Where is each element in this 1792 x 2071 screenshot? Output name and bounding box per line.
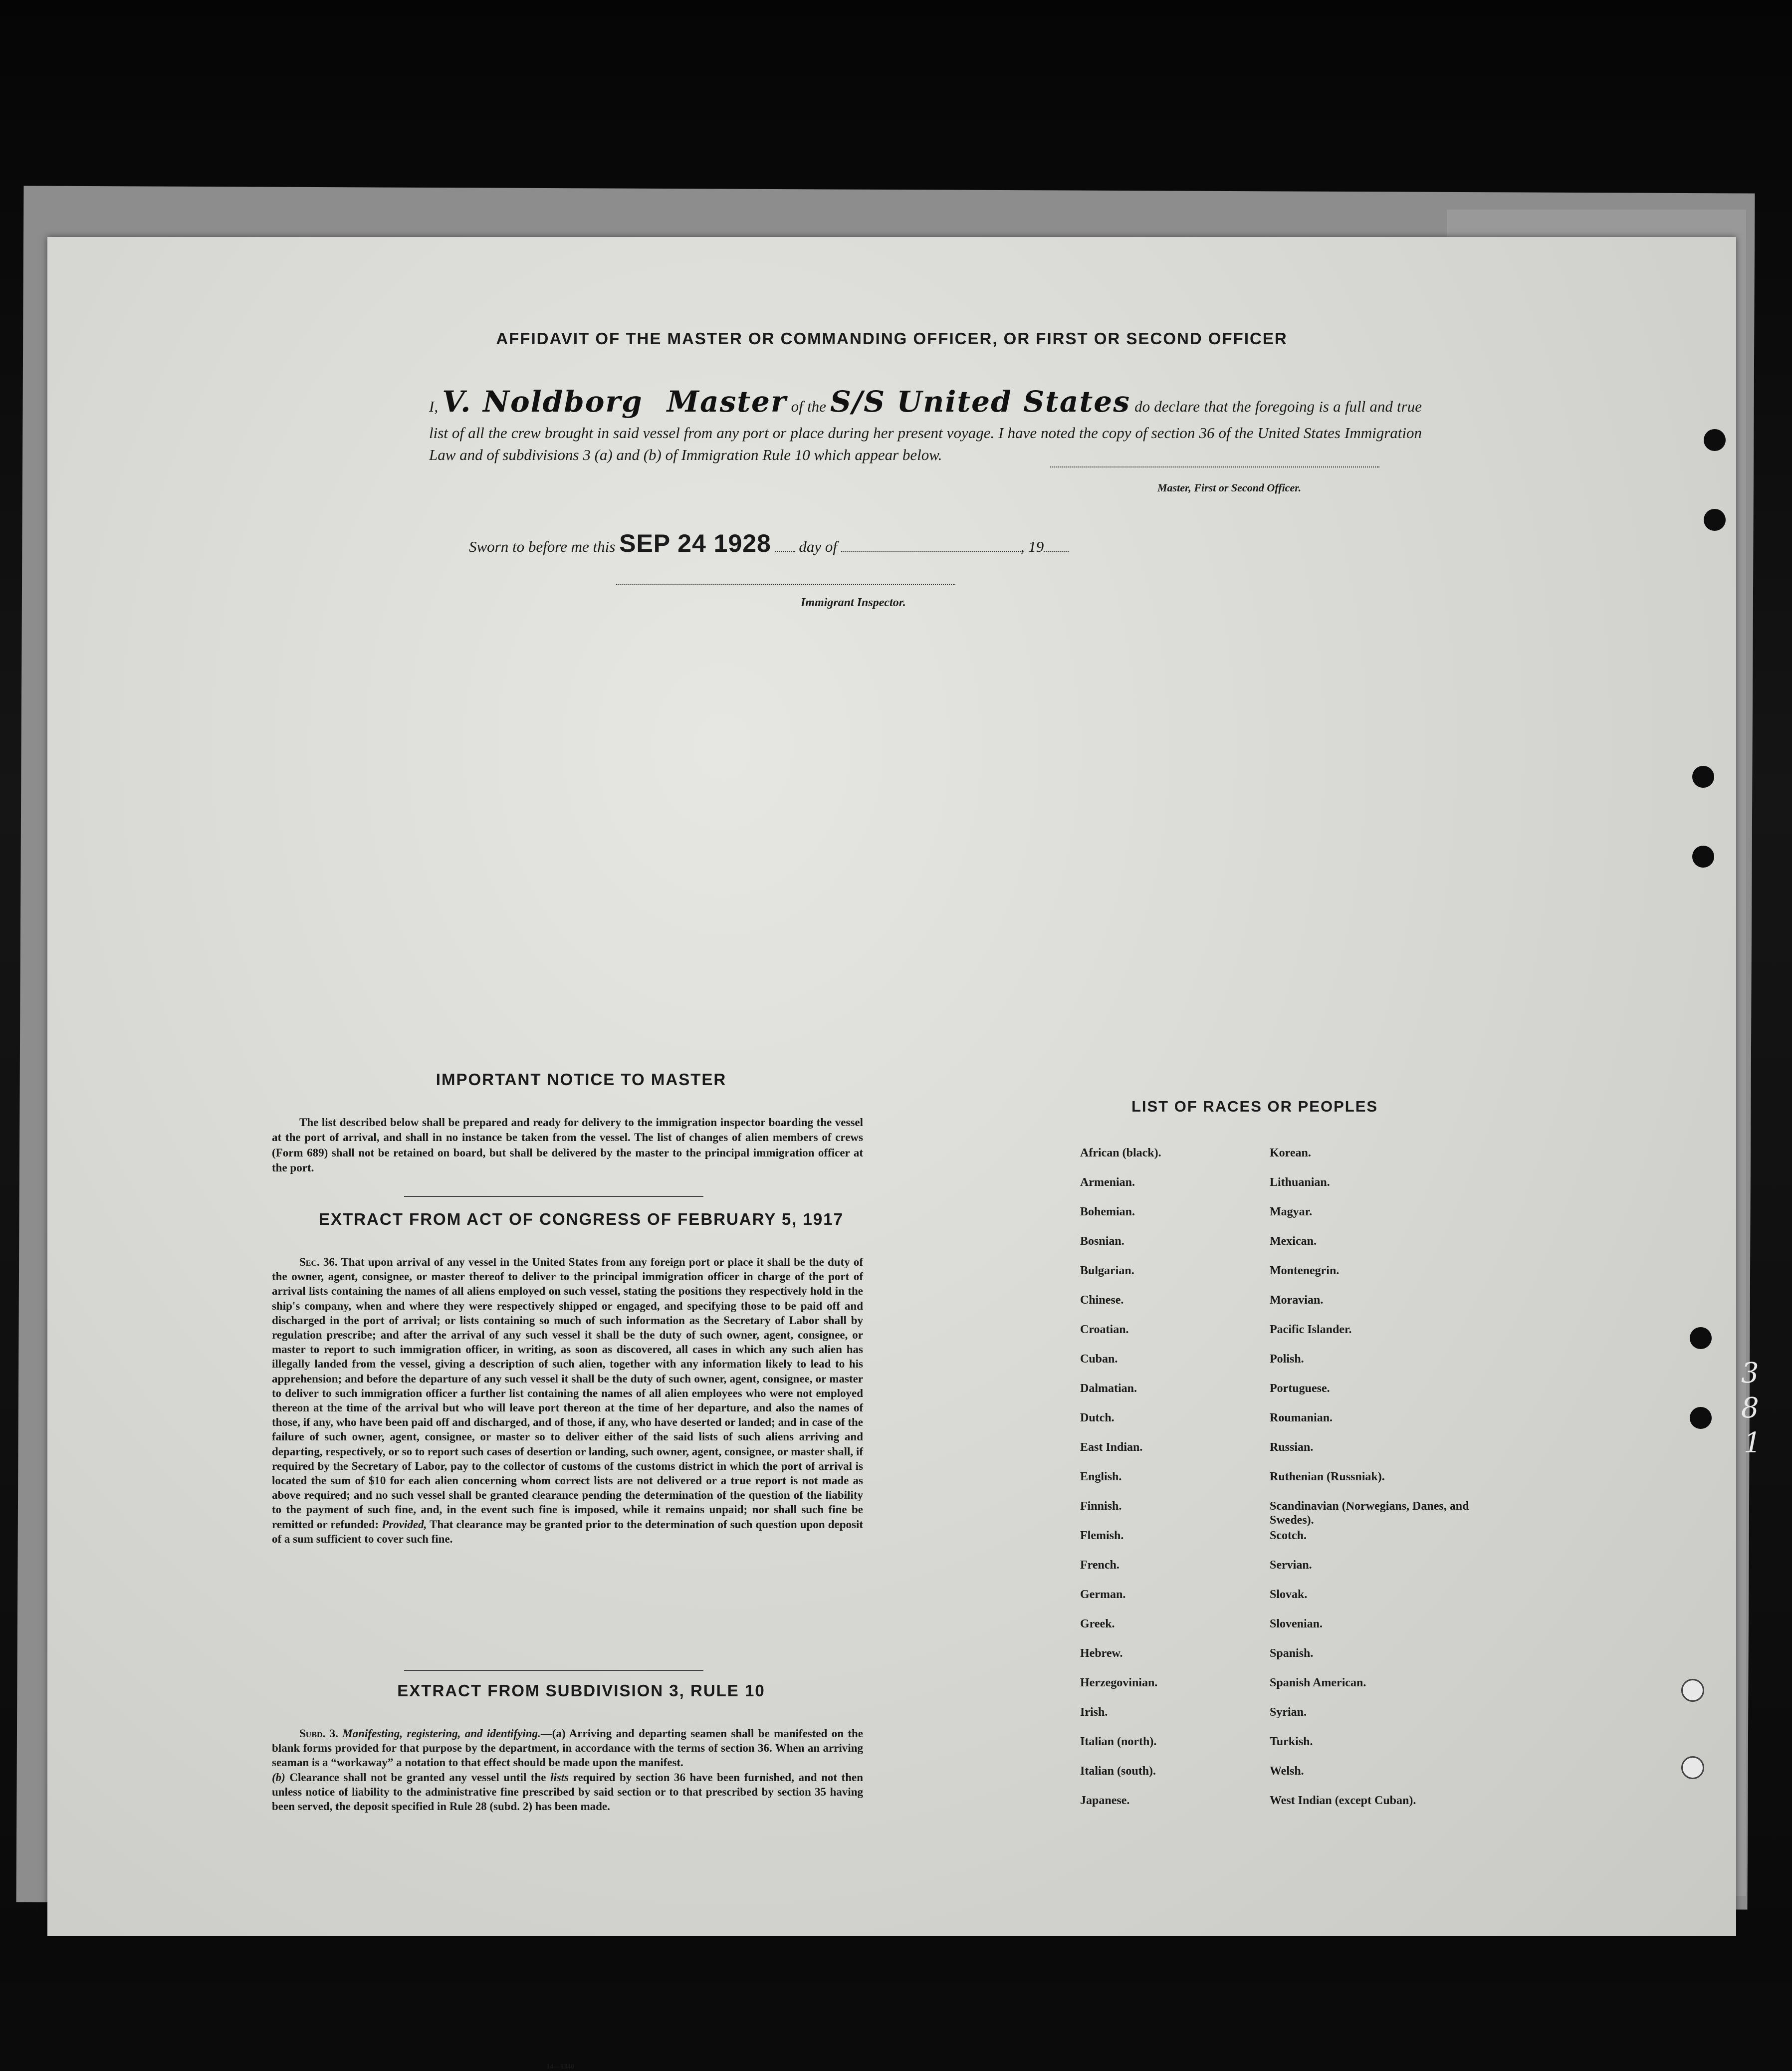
blank-line	[1044, 551, 1069, 552]
race-item: Armenian.	[1080, 1176, 1135, 1189]
document-page	[47, 237, 1736, 2071]
signature-caption: Master, First or Second Officer.	[1157, 481, 1302, 494]
race-item: Chinese.	[1080, 1294, 1124, 1307]
race-item: Flemish.	[1080, 1529, 1124, 1542]
race-item: Croatian.	[1080, 1323, 1129, 1336]
act-extract-text	[272, 1255, 863, 1546]
notice-title: IMPORTANT NOTICE TO MASTER	[436, 1070, 727, 1089]
race-item: Syrian.	[1270, 1706, 1307, 1719]
sworn-day-of: day of	[799, 538, 837, 555]
date-stamp: SEP 24 1928	[619, 529, 771, 557]
race-item: Magyar.	[1270, 1205, 1313, 1218]
blank-line	[841, 551, 1021, 552]
race-item: Hebrew.	[1080, 1647, 1123, 1660]
sworn-year: , 19	[1020, 538, 1044, 555]
blank-line	[775, 551, 795, 552]
race-item: Bulgarian.	[1080, 1264, 1134, 1277]
sworn-prefix: Sworn to before me this	[469, 538, 616, 555]
race-item: Turkish.	[1270, 1735, 1313, 1748]
race-item: English.	[1080, 1470, 1122, 1483]
race-item: Moravian.	[1270, 1294, 1324, 1307]
race-item: Portuguese.	[1270, 1382, 1330, 1395]
punch-hole	[1681, 1679, 1704, 1702]
margin-handwritten-mark: 8	[1741, 1392, 1759, 1424]
race-item: Dalmatian.	[1080, 1382, 1137, 1395]
master-name-handwritten: V. Noldborg	[442, 385, 643, 419]
master-title-handwritten: Master	[667, 385, 787, 419]
race-item: Cuban.	[1080, 1353, 1118, 1366]
punch-hole	[1690, 1407, 1712, 1429]
race-item: Herzegovinian.	[1080, 1676, 1158, 1689]
inspector-signature-line	[616, 584, 955, 585]
race-item: Slovenian.	[1270, 1617, 1323, 1630]
race-item: Roumanian.	[1270, 1411, 1333, 1424]
section-text: That upon arrival of any vessel in the United States from any foreign port or place it shall be the duty of the owner, agent, consignee, or master thereof to deliver to the principal immigration officer in charge of the port of arrival lists containing the names of all aliens employed on such vessel, stating the positions they respectively hold in the ship's company, when and where they were respectively shipped or engaged, and specifying those to be paid off and discharged in the port of arrival; or lists containing so much of such information as the Secretary of Labor shall by regulation prescribe; and after the arrival of any such vessel it shall be the duty of such owner, agent, consignee, or master to report to such immigration officer, in writing, as soon as discovered, all cases in which any such alien has illegally landed from the vessel, giving a description of such alien, together with any information likely to lead to his apprehension; and before the departure of any such vessel it shall be the duty of such owner, agent, consignee, or master to deliver to such immigration officer a further list containing the names of all alien employees who were not employed thereon at the time of the arrival but who will leave port thereon at the time of her departure, and also the names of those, if any, who have been paid off and discharged, and of those, if any, who have deserted or landed; and in case of the failure of such owner, agent, consignee, or master so to deliver either of the said lists of such aliens arriving and departing, respectively, or so to report such cases of desertion or landing, such owner, agent, consignee, or master shall, if required by the Secretary of Labor, pay to the collector of customs of the customs district in which the port of arrival is located the sum of $10 for each alien concerning whom correct lists are not delivered or a true report is not made as above required; and no such vessel shall be granted clearance pending the determination of the question of the liability to the payment of such fine, and, in the event such fine is imposed, while it remains unpaid; nor shall such fine be remitted or refunded:	[272, 1256, 863, 1531]
race-item: Pacific Islander.	[1270, 1323, 1352, 1336]
punch-hole	[1692, 846, 1714, 868]
divider	[404, 1670, 703, 1671]
race-item: Montenegrin.	[1270, 1264, 1340, 1277]
race-item: Italian (south).	[1080, 1765, 1156, 1778]
race-item: Bohemian.	[1080, 1205, 1135, 1218]
inspector-caption: Immigrant Inspector.	[801, 596, 906, 609]
rule-extract-text	[272, 1726, 863, 1814]
race-item: Irish.	[1080, 1706, 1108, 1719]
race-item: Spanish American.	[1270, 1676, 1366, 1689]
race-item: Servian.	[1270, 1559, 1312, 1572]
race-item: Lithuanian.	[1270, 1176, 1330, 1189]
signature-line	[1050, 466, 1379, 467]
subdivision-part-a: —(a) Arriving and departing seamen shall be manifested on the blank forms provided for that purpose by the department, in accordance with the terms of section 36. When an arriving seaman is a “workaway” a notation to that effect should be made upon the manifest.	[272, 1727, 864, 1769]
section-label: Sec. 36.	[299, 1256, 338, 1268]
subdivision-heading: Manifesting, registering, and identifying.	[342, 1727, 541, 1740]
race-item: Scotch.	[1270, 1529, 1307, 1542]
races-list-left	[1080, 1146, 1245, 1823]
divider	[404, 1196, 703, 1197]
rule-extract-title: EXTRACT FROM SUBDIVISION 3, RULE 10	[397, 1681, 765, 1700]
race-item: Japanese.	[1080, 1794, 1130, 1807]
race-item: East Indian.	[1080, 1441, 1143, 1454]
races-title: LIST OF RACES OR PEOPLES	[1131, 1098, 1378, 1115]
subdivision-label: Subd. 3.	[299, 1727, 338, 1740]
punch-hole	[1704, 509, 1726, 531]
race-item: Greek.	[1080, 1617, 1115, 1630]
race-item: German.	[1080, 1588, 1126, 1601]
do-declare-label: do declare	[1134, 398, 1200, 415]
punch-hole	[1681, 1756, 1704, 1779]
punch-hole	[1704, 429, 1726, 451]
race-item: Spanish.	[1270, 1647, 1314, 1660]
notice-text: The list described below shall be prepared and ready for delivery to the immigration inspector boarding the vessel at the port of arrival, and shall in no instance be taken from the vessel. The list of changes of alien members of crews (Form 689) shall not be retained on board, but shall be delivered by the master to the principal immigration officer at the port.	[272, 1116, 863, 1174]
race-item: Mexican.	[1270, 1235, 1317, 1248]
race-item: Slovak.	[1270, 1588, 1308, 1601]
of-the-label: of the	[791, 398, 826, 415]
act-extract-title: EXTRACT FROM ACT OF CONGRESS OF FEBRUARY 5, 1917	[319, 1210, 844, 1228]
race-item: Finnish.	[1080, 1500, 1122, 1513]
race-item: West Indian (except Cuban).	[1270, 1794, 1416, 1807]
race-item: Korean.	[1270, 1147, 1311, 1159]
race-item: Welsh.	[1270, 1765, 1304, 1778]
vessel-name-handwritten: S/S United States	[830, 385, 1130, 419]
margin-handwritten-mark: 1	[1744, 1427, 1762, 1459]
race-item: Russian.	[1270, 1441, 1314, 1454]
form-code: 14—1340	[546, 2063, 574, 2071]
race-item: Ruthenian (Russniak).	[1270, 1470, 1385, 1483]
part-b-text-2: required by section 36 have been furnished, and not then unless notice of liability to the administrative fine prescribed by said section or to that prescribed by section 35 having been served, the deposit specified in Rule 28 (subd. 2) has been made.	[272, 1771, 864, 1813]
part-b-text-1: Clearance shall not be granted any vessel until the	[289, 1771, 546, 1784]
race-item: French.	[1080, 1559, 1120, 1572]
punch-hole	[1690, 1327, 1712, 1349]
affidavit-declaration	[429, 382, 1422, 465]
race-item: Italian (north).	[1080, 1735, 1157, 1748]
declaration-body: that the foregoing is a full and true list of all the crew brought in said vessel from any port or place during her present voyage. I have noted the copy of section 36 of the United States Immigration Law and of subdivisions 3 (a) and (b) of Immigration Rule 10 which appear below.	[429, 398, 1422, 463]
margin-handwritten-mark: 3	[1741, 1357, 1759, 1389]
race-item: Polish.	[1270, 1353, 1304, 1366]
part-b-lists: lists	[550, 1771, 569, 1784]
races-list-right	[1270, 1146, 1479, 1823]
punch-hole	[1692, 766, 1714, 788]
part-b-label: (b)	[272, 1771, 285, 1784]
race-item: Dutch.	[1080, 1411, 1115, 1424]
declaration-pronoun: I,	[429, 398, 439, 415]
race-item: Bosnian.	[1080, 1235, 1124, 1248]
race-item: Scandinavian (Norwegians, Danes, and Swedes).	[1270, 1500, 1469, 1527]
affidavit-title: AFFIDAVIT OF THE MASTER OR COMMANDING OFFICER, OR FIRST OR SECOND OFFICER	[496, 329, 1288, 348]
sworn-statement	[469, 529, 1069, 558]
proviso-label: Provided,	[382, 1518, 427, 1531]
race-item: African (black).	[1080, 1147, 1161, 1159]
proviso-text: That clearance may be granted prior to the determination of such question upon deposit of a sum sufficient to cover such fine.	[272, 1518, 863, 1545]
